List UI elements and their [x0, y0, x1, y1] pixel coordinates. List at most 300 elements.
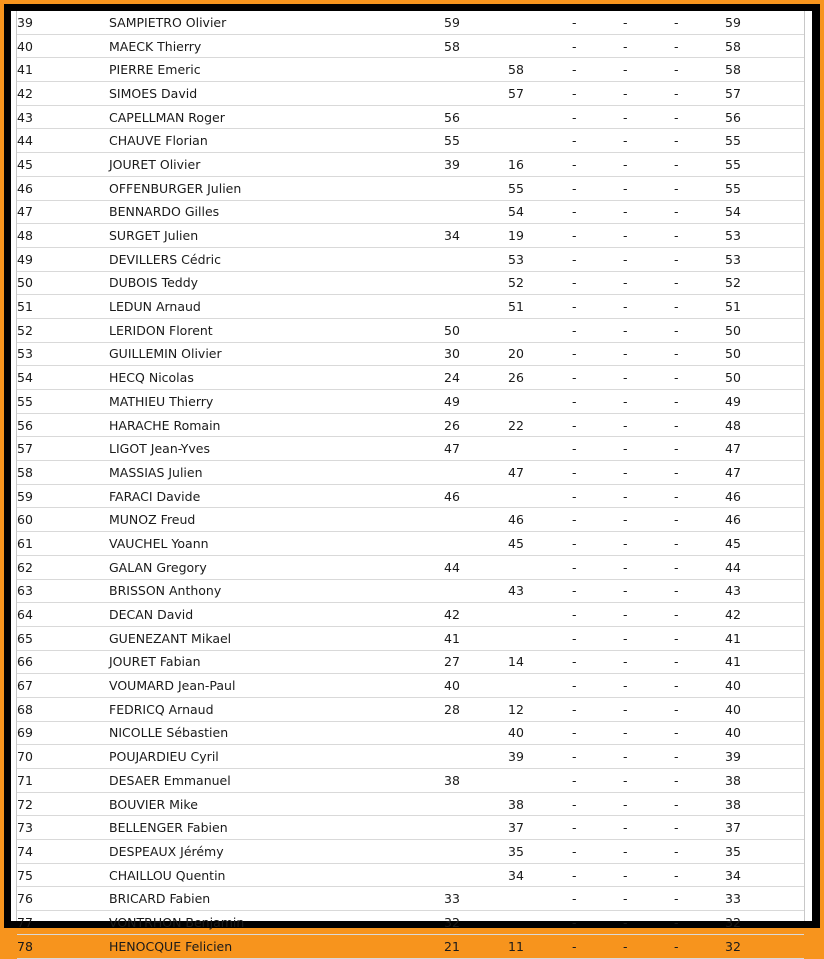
points-col-4-cell: -	[623, 555, 674, 579]
table-row	[17, 342, 804, 366]
points-col-3-cell: -	[572, 129, 623, 153]
points-col-5-cell: -	[674, 390, 725, 414]
points-col-1-cell	[444, 58, 508, 82]
table-row	[17, 176, 804, 200]
points-col-4-cell: -	[623, 934, 674, 958]
standings-table	[17, 11, 804, 959]
points-col-2-cell: 57	[508, 82, 572, 106]
table-row	[17, 721, 804, 745]
name-cell: HECQ Nicolas	[109, 366, 444, 390]
points-col-3-cell: -	[572, 176, 623, 200]
rank-cell: 59	[17, 484, 109, 508]
points-col-3-cell: -	[572, 200, 623, 224]
points-col-3-cell: -	[572, 247, 623, 271]
points-col-3-cell: -	[572, 603, 623, 627]
name-cell: GUILLEMIN Olivier	[109, 342, 444, 366]
points-col-5-cell: -	[674, 816, 725, 840]
rank-cell: 45	[17, 153, 109, 177]
table-row	[17, 532, 804, 556]
points-col-2-cell	[508, 129, 572, 153]
rank-cell: 55	[17, 390, 109, 414]
points-col-4-cell: -	[623, 745, 674, 769]
total-cell: 38	[725, 769, 804, 793]
rank-cell: 47	[17, 200, 109, 224]
points-col-3-cell: -	[572, 390, 623, 414]
table-row	[17, 461, 804, 485]
points-col-2-cell	[508, 318, 572, 342]
rank-cell: 77	[17, 911, 109, 935]
name-cell: CHAUVE Florian	[109, 129, 444, 153]
table-row	[17, 863, 804, 887]
points-col-2-cell	[508, 484, 572, 508]
name-cell: OFFENBURGER Julien	[109, 176, 444, 200]
points-col-1-cell	[444, 247, 508, 271]
points-col-1-cell: 44	[444, 555, 508, 579]
points-col-4-cell: -	[623, 390, 674, 414]
rank-cell: 62	[17, 555, 109, 579]
points-col-4-cell: -	[623, 366, 674, 390]
points-col-3-cell: -	[572, 413, 623, 437]
points-col-2-cell: 54	[508, 200, 572, 224]
points-col-5-cell: -	[674, 129, 725, 153]
name-cell: MASSIAS Julien	[109, 461, 444, 485]
standings-rows	[17, 11, 804, 958]
points-col-1-cell: 27	[444, 650, 508, 674]
points-col-4-cell: -	[623, 413, 674, 437]
points-col-1-cell	[444, 508, 508, 532]
points-col-2-cell: 20	[508, 342, 572, 366]
points-col-2-cell: 12	[508, 697, 572, 721]
table-row	[17, 674, 804, 698]
name-cell: PIERRE Emeric	[109, 58, 444, 82]
total-cell: 47	[725, 437, 804, 461]
points-col-2-cell	[508, 626, 572, 650]
table-row	[17, 697, 804, 721]
points-col-3-cell: -	[572, 674, 623, 698]
points-col-2-cell: 43	[508, 579, 572, 603]
points-col-5-cell: -	[674, 224, 725, 248]
points-col-4-cell: -	[623, 247, 674, 271]
points-col-4-cell: -	[623, 153, 674, 177]
rank-cell: 39	[17, 11, 109, 34]
points-col-3-cell: -	[572, 153, 623, 177]
total-cell: 43	[725, 579, 804, 603]
points-col-3-cell: -	[572, 105, 623, 129]
total-cell: 32	[725, 934, 804, 958]
points-col-1-cell: 30	[444, 342, 508, 366]
points-col-5-cell: -	[674, 603, 725, 627]
table-row	[17, 555, 804, 579]
points-col-3-cell: -	[572, 816, 623, 840]
points-col-2-cell	[508, 437, 572, 461]
rank-cell: 78	[17, 934, 109, 958]
points-col-3-cell: -	[572, 697, 623, 721]
name-cell: SAMPIETRO Olivier	[109, 11, 444, 34]
points-col-2-cell: 39	[508, 745, 572, 769]
points-col-3-cell: -	[572, 295, 623, 319]
points-col-3-cell: -	[572, 224, 623, 248]
points-col-3-cell: -	[572, 484, 623, 508]
points-col-4-cell: -	[623, 721, 674, 745]
points-col-2-cell: 47	[508, 461, 572, 485]
points-col-2-cell: 51	[508, 295, 572, 319]
points-col-3-cell: -	[572, 911, 623, 935]
points-col-5-cell: -	[674, 840, 725, 864]
points-col-5-cell: -	[674, 484, 725, 508]
points-col-5-cell: -	[674, 82, 725, 106]
points-col-5-cell: -	[674, 11, 725, 34]
table-row	[17, 11, 804, 34]
rank-cell: 57	[17, 437, 109, 461]
name-cell: VAUCHEL Yoann	[109, 532, 444, 556]
table-row	[17, 816, 804, 840]
points-col-5-cell: -	[674, 295, 725, 319]
total-cell: 46	[725, 508, 804, 532]
points-col-2-cell	[508, 390, 572, 414]
points-col-5-cell: -	[674, 200, 725, 224]
points-col-5-cell: -	[674, 176, 725, 200]
name-cell: MUNOZ Freud	[109, 508, 444, 532]
points-col-4-cell: -	[623, 840, 674, 864]
points-col-4-cell: -	[623, 674, 674, 698]
name-cell: HARACHE Romain	[109, 413, 444, 437]
points-col-2-cell	[508, 674, 572, 698]
table-row	[17, 792, 804, 816]
rank-cell: 44	[17, 129, 109, 153]
name-cell: LEDUN Arnaud	[109, 295, 444, 319]
rank-cell: 61	[17, 532, 109, 556]
table-row	[17, 271, 804, 295]
points-col-1-cell	[444, 579, 508, 603]
points-col-2-cell: 46	[508, 508, 572, 532]
points-col-2-cell: 35	[508, 840, 572, 864]
points-col-2-cell	[508, 34, 572, 58]
points-col-4-cell: -	[623, 508, 674, 532]
points-col-2-cell	[508, 555, 572, 579]
points-col-1-cell	[444, 816, 508, 840]
total-cell: 33	[725, 887, 804, 911]
points-col-3-cell: -	[572, 840, 623, 864]
total-cell: 39	[725, 745, 804, 769]
right-border	[804, 11, 805, 921]
points-col-3-cell: -	[572, 58, 623, 82]
rank-cell: 50	[17, 271, 109, 295]
rank-cell: 65	[17, 626, 109, 650]
points-col-5-cell: -	[674, 271, 725, 295]
rank-cell: 76	[17, 887, 109, 911]
points-col-2-cell: 22	[508, 413, 572, 437]
table-row	[17, 105, 804, 129]
name-cell: DESPEAUX Jérémy	[109, 840, 444, 864]
points-col-3-cell: -	[572, 626, 623, 650]
table-row	[17, 295, 804, 319]
points-col-3-cell: -	[572, 318, 623, 342]
points-col-5-cell: -	[674, 697, 725, 721]
points-col-4-cell: -	[623, 295, 674, 319]
rank-cell: 69	[17, 721, 109, 745]
total-cell: 57	[725, 82, 804, 106]
points-col-1-cell: 58	[444, 34, 508, 58]
table-row	[17, 390, 804, 414]
points-col-1-cell: 24	[444, 366, 508, 390]
points-col-2-cell	[508, 11, 572, 34]
table-row	[17, 911, 804, 935]
points-col-3-cell: -	[572, 887, 623, 911]
points-col-5-cell: -	[674, 532, 725, 556]
points-col-3-cell: -	[572, 532, 623, 556]
points-col-5-cell: -	[674, 934, 725, 958]
total-cell: 44	[725, 555, 804, 579]
points-col-3-cell: -	[572, 82, 623, 106]
points-col-4-cell: -	[623, 34, 674, 58]
points-col-1-cell	[444, 840, 508, 864]
points-col-5-cell: -	[674, 342, 725, 366]
points-col-3-cell: -	[572, 934, 623, 958]
rank-cell: 58	[17, 461, 109, 485]
total-cell: 47	[725, 461, 804, 485]
table-row	[17, 579, 804, 603]
name-cell: JOURET Olivier	[109, 153, 444, 177]
points-col-3-cell: -	[572, 863, 623, 887]
points-col-4-cell: -	[623, 911, 674, 935]
points-col-4-cell: -	[623, 863, 674, 887]
name-cell: HENOCQUE Felicien	[109, 934, 444, 958]
points-col-5-cell: -	[674, 318, 725, 342]
rank-cell: 46	[17, 176, 109, 200]
points-col-2-cell: 37	[508, 816, 572, 840]
rank-cell: 51	[17, 295, 109, 319]
points-col-1-cell	[444, 82, 508, 106]
table-row	[17, 745, 804, 769]
points-col-4-cell: -	[623, 342, 674, 366]
table-row	[17, 247, 804, 271]
points-col-1-cell	[444, 863, 508, 887]
points-col-4-cell: -	[623, 318, 674, 342]
points-col-2-cell: 58	[508, 58, 572, 82]
points-col-2-cell: 45	[508, 532, 572, 556]
name-cell: SIMOES David	[109, 82, 444, 106]
total-cell: 34	[725, 863, 804, 887]
points-col-3-cell: -	[572, 437, 623, 461]
rank-cell: 75	[17, 863, 109, 887]
total-cell: 50	[725, 318, 804, 342]
points-col-4-cell: -	[623, 887, 674, 911]
points-col-5-cell: -	[674, 461, 725, 485]
name-cell: LERIDON Florent	[109, 318, 444, 342]
points-col-1-cell	[444, 745, 508, 769]
points-col-1-cell: 28	[444, 697, 508, 721]
rank-cell: 42	[17, 82, 109, 106]
total-cell: 32	[725, 911, 804, 935]
points-col-5-cell: -	[674, 792, 725, 816]
points-col-3-cell: -	[572, 508, 623, 532]
total-cell: 35	[725, 840, 804, 864]
total-cell: 40	[725, 674, 804, 698]
total-cell: 40	[725, 697, 804, 721]
points-col-3-cell: -	[572, 555, 623, 579]
points-col-1-cell: 49	[444, 390, 508, 414]
table-row	[17, 34, 804, 58]
rank-cell: 49	[17, 247, 109, 271]
table-row	[17, 82, 804, 106]
total-cell: 41	[725, 626, 804, 650]
points-col-4-cell: -	[623, 697, 674, 721]
name-cell: GALAN Gregory	[109, 555, 444, 579]
table-row	[17, 934, 804, 958]
points-col-4-cell: -	[623, 532, 674, 556]
table-row	[17, 887, 804, 911]
table-row	[17, 484, 804, 508]
name-cell: FEDRICQ Arnaud	[109, 697, 444, 721]
points-col-5-cell: -	[674, 34, 725, 58]
points-col-4-cell: -	[623, 129, 674, 153]
points-col-4-cell: -	[623, 82, 674, 106]
name-cell: BOUVIER Mike	[109, 792, 444, 816]
points-col-3-cell: -	[572, 366, 623, 390]
total-cell: 46	[725, 484, 804, 508]
points-col-2-cell	[508, 769, 572, 793]
points-col-1-cell	[444, 295, 508, 319]
points-col-2-cell	[508, 105, 572, 129]
total-cell: 38	[725, 792, 804, 816]
rank-cell: 63	[17, 579, 109, 603]
table-row	[17, 769, 804, 793]
total-cell: 42	[725, 603, 804, 627]
points-col-1-cell: 41	[444, 626, 508, 650]
name-cell: FARACI Davide	[109, 484, 444, 508]
total-cell: 55	[725, 129, 804, 153]
rank-cell: 60	[17, 508, 109, 532]
points-col-3-cell: -	[572, 34, 623, 58]
total-cell: 52	[725, 271, 804, 295]
table-row	[17, 58, 804, 82]
points-col-4-cell: -	[623, 224, 674, 248]
points-col-3-cell: -	[572, 579, 623, 603]
points-col-4-cell: -	[623, 200, 674, 224]
points-col-4-cell: -	[623, 484, 674, 508]
rank-cell: 56	[17, 413, 109, 437]
rank-cell: 40	[17, 34, 109, 58]
points-col-2-cell: 52	[508, 271, 572, 295]
points-col-5-cell: -	[674, 58, 725, 82]
rank-cell: 73	[17, 816, 109, 840]
points-col-2-cell: 38	[508, 792, 572, 816]
name-cell: POUJARDIEU Cyril	[109, 745, 444, 769]
points-col-2-cell: 53	[508, 247, 572, 271]
name-cell: BRISSON Anthony	[109, 579, 444, 603]
points-col-2-cell	[508, 911, 572, 935]
table-row	[17, 508, 804, 532]
points-col-1-cell: 50	[444, 318, 508, 342]
points-col-3-cell: -	[572, 11, 623, 34]
rank-cell: 67	[17, 674, 109, 698]
total-cell: 53	[725, 247, 804, 271]
name-cell: DEVILLERS Cédric	[109, 247, 444, 271]
points-col-4-cell: -	[623, 58, 674, 82]
table-row	[17, 626, 804, 650]
points-col-3-cell: -	[572, 342, 623, 366]
points-col-1-cell: 42	[444, 603, 508, 627]
rank-cell: 52	[17, 318, 109, 342]
name-cell: SURGET Julien	[109, 224, 444, 248]
points-col-5-cell: -	[674, 413, 725, 437]
points-col-5-cell: -	[674, 887, 725, 911]
rank-cell: 70	[17, 745, 109, 769]
rank-cell: 68	[17, 697, 109, 721]
total-cell: 50	[725, 342, 804, 366]
points-col-5-cell: -	[674, 508, 725, 532]
table-row	[17, 200, 804, 224]
points-col-5-cell: -	[674, 105, 725, 129]
points-col-4-cell: -	[623, 579, 674, 603]
total-cell: 49	[725, 390, 804, 414]
points-col-1-cell: 56	[444, 105, 508, 129]
points-col-2-cell: 14	[508, 650, 572, 674]
points-col-1-cell	[444, 271, 508, 295]
points-col-2-cell: 26	[508, 366, 572, 390]
total-cell: 54	[725, 200, 804, 224]
points-col-2-cell: 40	[508, 721, 572, 745]
points-col-1-cell	[444, 792, 508, 816]
name-cell: MATHIEU Thierry	[109, 390, 444, 414]
rank-cell: 72	[17, 792, 109, 816]
name-cell: CHAILLOU Quentin	[109, 863, 444, 887]
points-col-4-cell: -	[623, 105, 674, 129]
table-row	[17, 318, 804, 342]
rank-cell: 53	[17, 342, 109, 366]
points-col-1-cell	[444, 200, 508, 224]
points-col-4-cell: -	[623, 769, 674, 793]
points-col-5-cell: -	[674, 579, 725, 603]
points-col-1-cell: 33	[444, 887, 508, 911]
points-col-1-cell: 21	[444, 934, 508, 958]
table-row	[17, 413, 804, 437]
points-col-5-cell: -	[674, 911, 725, 935]
name-cell: VONTRHON Benjamin	[109, 911, 444, 935]
points-col-1-cell	[444, 532, 508, 556]
points-col-5-cell: -	[674, 366, 725, 390]
points-col-4-cell: -	[623, 816, 674, 840]
name-cell: DUBOIS Teddy	[109, 271, 444, 295]
total-cell: 55	[725, 153, 804, 177]
points-col-4-cell: -	[623, 437, 674, 461]
name-cell: JOURET Fabian	[109, 650, 444, 674]
points-col-2-cell	[508, 603, 572, 627]
points-col-5-cell: -	[674, 437, 725, 461]
points-col-5-cell: -	[674, 153, 725, 177]
total-cell: 55	[725, 176, 804, 200]
points-col-1-cell	[444, 461, 508, 485]
rank-cell: 54	[17, 366, 109, 390]
total-cell: 53	[725, 224, 804, 248]
points-col-4-cell: -	[623, 176, 674, 200]
table-row	[17, 153, 804, 177]
points-col-1-cell	[444, 721, 508, 745]
rank-cell: 66	[17, 650, 109, 674]
name-cell: BENNARDO Gilles	[109, 200, 444, 224]
points-col-2-cell: 34	[508, 863, 572, 887]
name-cell: GUENEZANT Mikael	[109, 626, 444, 650]
points-col-4-cell: -	[623, 603, 674, 627]
points-col-2-cell: 19	[508, 224, 572, 248]
name-cell: CAPELLMAN Roger	[109, 105, 444, 129]
table-row	[17, 840, 804, 864]
name-cell: DECAN David	[109, 603, 444, 627]
name-cell: BRICARD Fabien	[109, 887, 444, 911]
total-cell: 40	[725, 721, 804, 745]
points-col-1-cell: 32	[444, 911, 508, 935]
points-col-5-cell: -	[674, 745, 725, 769]
